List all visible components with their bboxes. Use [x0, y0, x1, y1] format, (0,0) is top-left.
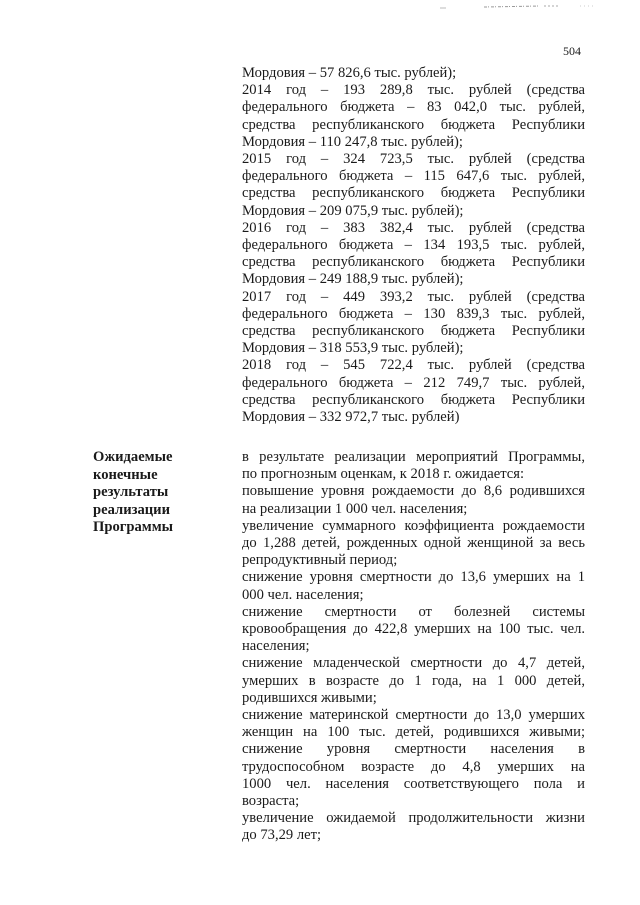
funding-line: Мордовия – 249 188,9 тыс. рублей); [242, 271, 464, 288]
funding-line: средства республиканского бюджета Республики [242, 391, 585, 408]
funding-line: федерального бюджета – 115 647,6 тыс. рублей, [242, 168, 585, 185]
funding-line: федерального бюджета – 134 193,5 тыс. рублей, [242, 237, 585, 254]
section-heading [93, 449, 205, 537]
funding-line: Мордовия – 57 826,6 тыс. рублей); [242, 65, 457, 81]
funding-line: средства республиканского бюджета Республики [242, 254, 585, 271]
funding-text-block [242, 65, 585, 426]
funding-line: Мордовия – 209 075,9 тыс. рублей); [242, 202, 464, 219]
results-line: увеличение суммарного коэффициента рождаемости [242, 517, 585, 534]
results-line: женщин на 100 тыс. детей, родившихся живыми; [242, 724, 585, 741]
funding-line: 2014 год – 193 289,8 тыс. рублей (средства [242, 82, 585, 99]
results-line: 1000 чел. населения соответствующего пола и [242, 775, 585, 792]
results-line: увеличение ожидаемой продолжительности жизни [242, 810, 585, 827]
results-line: повышение уровня рождаемости до 8,6 родившихся [242, 483, 585, 500]
results-line: 000 чел. населения; [242, 586, 364, 603]
results-line: трудоспособном возрасте до 4,8 умерших на [242, 758, 585, 775]
section-heading-line: результаты [93, 484, 169, 500]
funding-line: федерального бюджета – 130 839,3 тыс. рублей, [242, 305, 585, 322]
section-heading-line: Программы [93, 519, 174, 535]
results-line: умерших в возрасте до 1 года, на 1 000 детей, [242, 672, 585, 689]
funding-line: федерального бюджета – 212 749,7 тыс. рублей, [242, 374, 585, 391]
results-line: населения; [242, 638, 310, 655]
results-line: снижение уровня смертности до 13,6 умерших на 1 [242, 569, 585, 586]
page-number: 504 [563, 44, 581, 58]
results-line: в результате реализации мероприятий Программы, [242, 449, 585, 465]
results-line: родившихся живыми; [242, 689, 377, 706]
results-line: снижение уровня смертности населения в [242, 741, 585, 758]
scan-artifact-marks [440, 0, 640, 14]
funding-line: 2017 год – 449 393,2 тыс. рублей (средства [242, 288, 585, 305]
funding-line: 2015 год – 324 723,5 тыс. рублей (средства [242, 151, 585, 168]
results-line: до 73,29 лет; [242, 827, 322, 844]
funding-line: Мордовия – 110 247,8 тыс. рублей); [242, 133, 463, 150]
funding-line: 2018 год – 545 722,4 тыс. рублей (средства [242, 357, 585, 374]
funding-line: 2016 год – 383 382,4 тыс. рублей (средства [242, 219, 585, 236]
section-heading-line: Ожидаемые [93, 449, 173, 465]
results-line: снижение смертности от болезней системы [242, 603, 585, 620]
results-line: возраста; [242, 793, 300, 810]
results-line: снижение младенческой смертности до 4,7 детей, [242, 655, 585, 672]
funding-line: средства республиканского бюджета Республики [242, 116, 585, 133]
results-line: кровообращения до 422,8 умерших на 100 тыс. чел. [242, 621, 585, 638]
funding-line: федерального бюджета – 83 042,0 тыс. рублей, [242, 99, 585, 116]
funding-line: средства республиканского бюджета Республики [242, 185, 585, 202]
results-line: по прогнозным оценкам, к 2018 г. ожидается: [242, 466, 525, 483]
results-line: до 1,288 детей, рожденных одной женщиной за весь [242, 535, 585, 552]
funding-line: средства республиканского бюджета Республики [242, 323, 585, 340]
results-line: репродуктивный период; [242, 552, 398, 569]
section-heading-line: конечные [93, 466, 158, 483]
section-heading-line: реализации [93, 501, 171, 518]
funding-line: Мордовия – 318 553,9 тыс. рублей); [242, 340, 464, 357]
results-line: на реализации 1 000 чел. населения; [242, 500, 468, 517]
funding-line: Мордовия – 332 972,7 тыс. рублей) [242, 409, 460, 426]
results-line: снижение материнской смертности до 13,0 умерших [242, 707, 585, 724]
results-text-block [242, 449, 585, 845]
